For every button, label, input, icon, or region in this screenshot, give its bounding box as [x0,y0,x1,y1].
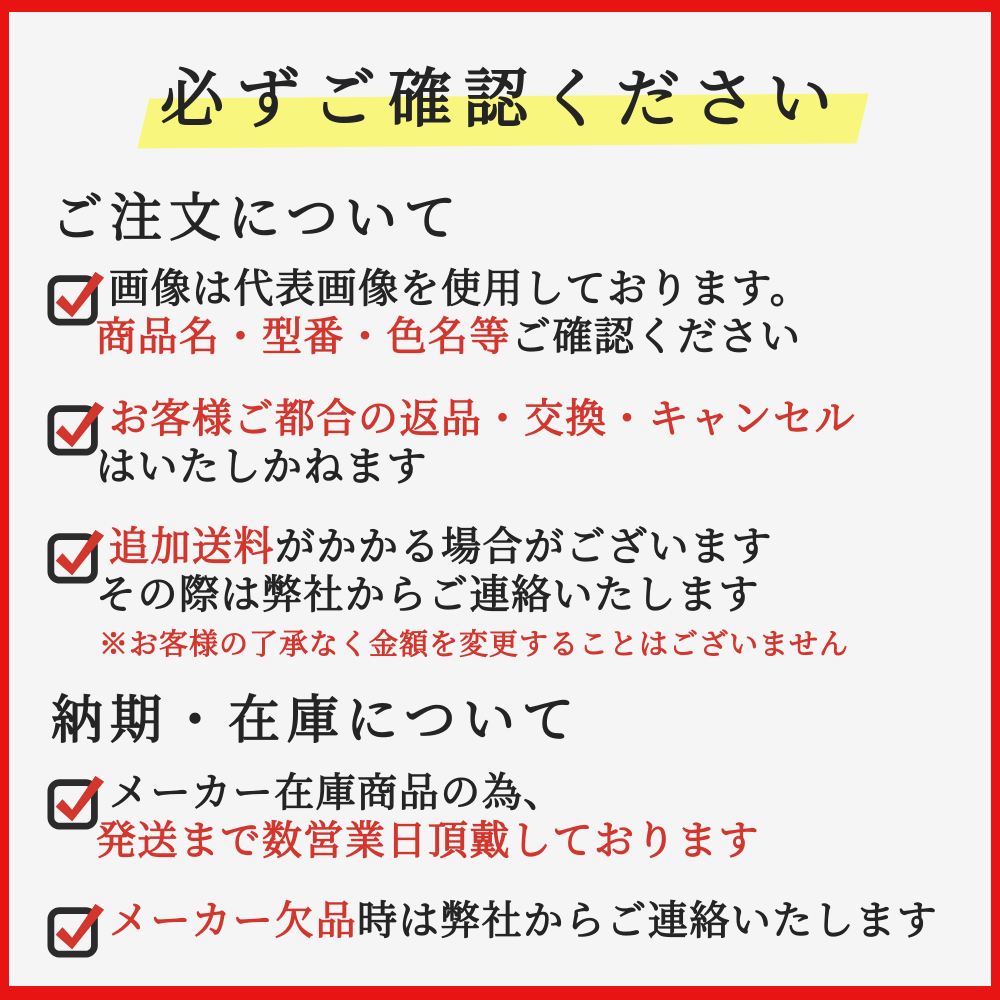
text-segment: お客様ご都合の返品・交換・キャンセル [109,394,856,442]
checklist-item-returns [47,395,957,491]
item-line [109,769,760,817]
item-line [109,265,811,313]
item-line [96,313,811,361]
footnote-no-price-change: ※お客様の了承なく金額を変更することはございません [99,626,850,661]
notice-content [9,12,991,960]
text-segment: 追加送料 [109,522,275,570]
text-segment: メーカー欠品 [109,897,358,945]
text-segment: ご確認ください [511,312,802,360]
item-line [109,523,849,571]
item-line [96,571,849,619]
text-segment: 商品名・型番・色名等 [96,312,511,360]
text-segment: がかかる場合がございます [275,522,773,570]
checkbox-checked-icon [47,898,107,960]
item-line [109,897,938,945]
checklist-item-maker-shortage [47,897,957,960]
item-line [109,395,856,443]
section-heading-delivery-stock: 納期・在庫について [51,690,581,752]
text-segment: 発送まで数営業日頂戴しております [96,817,760,865]
text-segment: はいたしかねます [96,442,428,490]
text-segment: 画像は代表画像を使用しております。 [109,264,812,312]
item-line [96,817,760,865]
page-title [47,62,957,139]
checklist-item-extra-shipping [47,523,957,662]
item-line [96,443,856,491]
section-heading-orders: ご注文について [51,187,463,249]
text-segment: 時は弊社からご連絡いたします [357,897,939,945]
page-title-text: 必ずご確認ください [160,62,844,137]
checklist-item-maker-stock [47,769,957,865]
checklist-item-representative-image [47,265,957,361]
text-segment: その際は弊社からご連絡いたします [96,570,760,618]
text-segment: メーカー在庫商品の為、 [109,769,565,817]
